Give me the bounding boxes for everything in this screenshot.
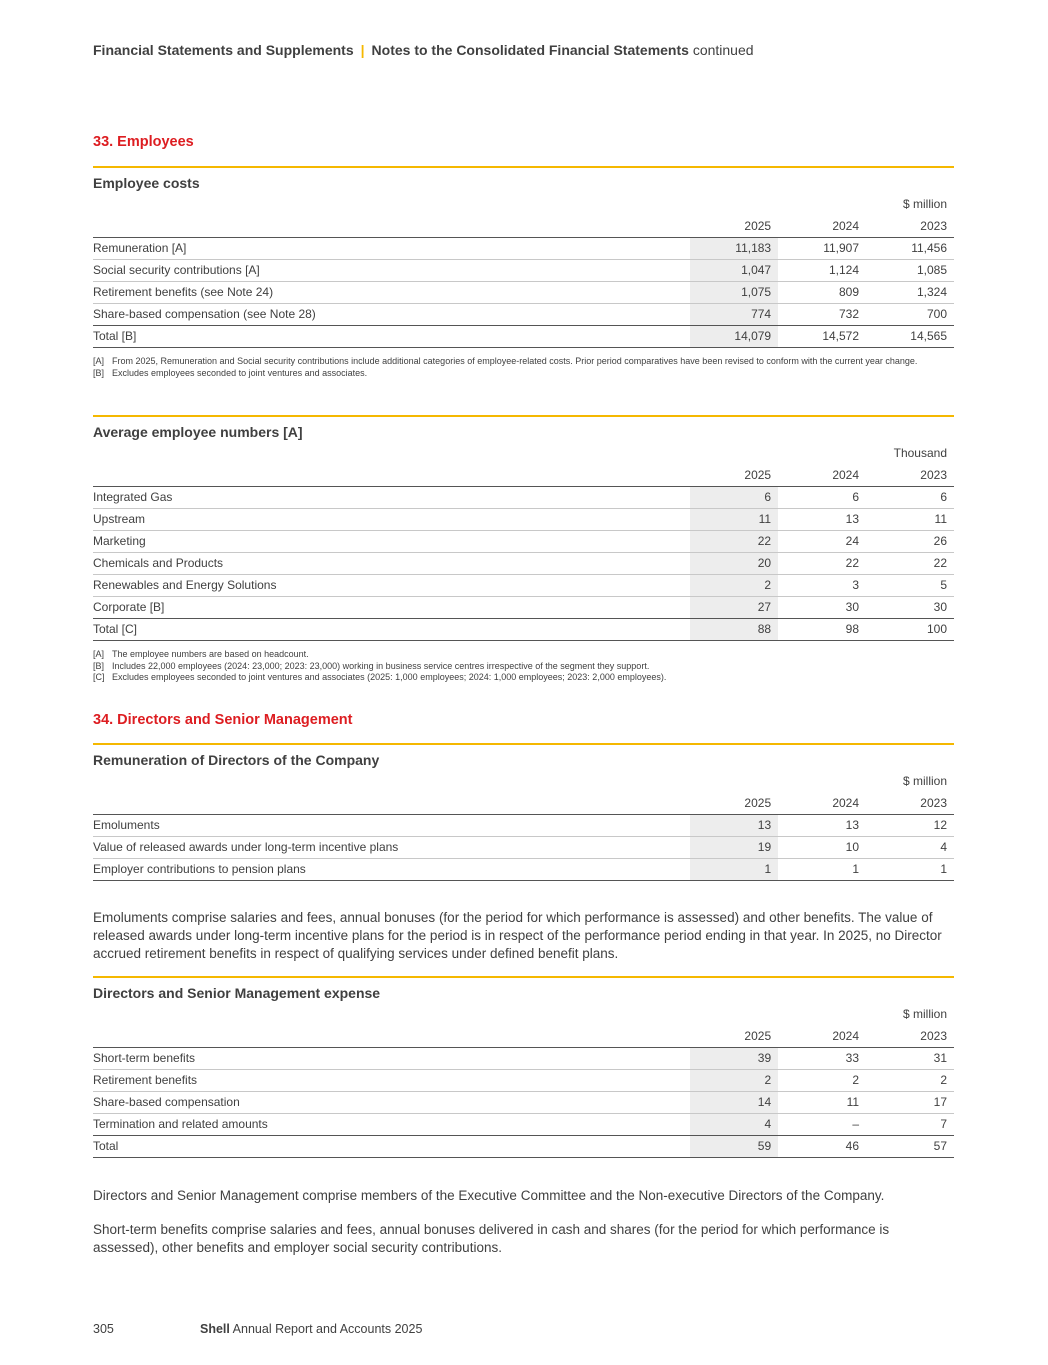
footnote-text: Excludes employees seconded to joint ventures and associates.	[112, 367, 368, 378]
row-label: Termination and related amounts	[93, 1114, 690, 1136]
footnote-tag: [C]	[93, 672, 105, 682]
avg-employees-table	[93, 442, 954, 641]
cell-2025: 1,075	[690, 282, 778, 304]
footnote-tag: [B]	[93, 660, 105, 671]
year-header: 2024	[778, 464, 866, 487]
cell-2024: 3	[778, 575, 866, 597]
cell-2024: –	[778, 1114, 866, 1136]
row-label: Retirement benefits (see Note 24)	[93, 282, 690, 304]
cell-2025: 11,183	[690, 238, 778, 260]
table-row	[93, 487, 954, 509]
short-term-benefits-paragraph: Short-term benefits comprise salaries and fees, annual bonuses delivered in cash and shares (for the period for which performance is assessed), other benefits and employer social security contributions.	[93, 1222, 890, 1255]
employee-costs-title: Employee costs	[93, 175, 200, 191]
cell-2025: 88	[690, 619, 778, 641]
page-number: 305	[93, 1322, 114, 1336]
unit-label: $ million	[902, 197, 947, 211]
employee-costs-table	[93, 193, 954, 348]
footnote	[93, 672, 954, 684]
table-row	[93, 837, 954, 859]
year-header: 2025	[690, 792, 778, 815]
dsm-expense-title: Directors and Senior Management expense	[93, 985, 381, 1001]
row-label: Retirement benefits	[93, 1070, 690, 1092]
row-label: Short-term benefits	[93, 1048, 690, 1070]
unit-label: Thousand	[893, 446, 947, 460]
cell-2023: 30	[866, 597, 954, 619]
cell-2024: 732	[778, 304, 866, 326]
cell-2023: 6	[866, 487, 954, 509]
cell-2023: 1,085	[866, 260, 954, 282]
footnote-text: Includes 22,000 employees (2024: 23,000; 2023: 23,000) working in business service centres irrespective of the segment they support.	[112, 660, 650, 671]
cell-2025: 59	[690, 1136, 778, 1158]
table-row	[93, 260, 954, 282]
cell-2024: 30	[778, 597, 866, 619]
table-row	[93, 597, 954, 619]
cell-2025: 1	[690, 859, 778, 881]
header-section: Financial Statements and Supplements	[93, 42, 354, 58]
header-continued: continued	[692, 42, 754, 58]
table-row	[93, 509, 954, 531]
row-label: Social security contributions [A]	[93, 260, 690, 282]
footnote-text: Excludes employees seconded to joint ventures and associates (2025: 1,000 employees; 2024: 1,000 employees; 2023: 2,000 employees).	[112, 672, 667, 682]
row-label: Total	[93, 1136, 690, 1158]
footnote-tag: [B]	[93, 367, 105, 378]
year-header: 2024	[778, 792, 866, 815]
running-header	[93, 42, 754, 58]
section-rule	[93, 976, 954, 978]
directors-remuneration-block	[93, 743, 954, 881]
footnote	[93, 661, 954, 673]
section-rule	[93, 415, 954, 417]
cell-2023: 2	[866, 1070, 954, 1092]
row-label: Remuneration [A]	[93, 238, 690, 260]
cell-2023: 4	[866, 837, 954, 859]
year-header: 2023	[866, 1025, 954, 1048]
row-label: Marketing	[93, 531, 690, 553]
section-34-title: 34. Directors and Senior Management	[93, 712, 353, 728]
cell-2023: 100	[866, 619, 954, 641]
cell-2024: 1	[778, 859, 866, 881]
table-row	[93, 1070, 954, 1092]
footnote	[93, 368, 954, 380]
dsm-expense-block	[93, 976, 954, 1158]
cell-2024: 809	[778, 282, 866, 304]
row-label: Value of released awards under long-term incentive plans	[93, 837, 690, 859]
cell-2025: 27	[690, 597, 778, 619]
cell-2024: 98	[778, 619, 866, 641]
cell-2025: 2	[690, 575, 778, 597]
cell-2025: 6	[690, 487, 778, 509]
cell-2025: 19	[690, 837, 778, 859]
cell-2023: 700	[866, 304, 954, 326]
table-row	[93, 815, 954, 837]
table-row	[93, 531, 954, 553]
year-header: 2025	[690, 1025, 778, 1048]
cell-2024: 11,907	[778, 238, 866, 260]
emoluments-paragraph: Emoluments comprise salaries and fees, annual bonuses (for the period for which performance is assessed) and other benefits. The value of released awards under long-term incentive plans for the period is in respect of the performance period ending in that year. In 2025, no Director accrued retirement benefits in respect of qualifying services under defined benefit plans.	[93, 910, 942, 961]
table-row	[93, 238, 954, 260]
year-header: 2023	[866, 464, 954, 487]
year-header: 2023	[866, 792, 954, 815]
cell-2023: 7	[866, 1114, 954, 1136]
cell-2025: 2	[690, 1070, 778, 1092]
unit-label: $ million	[902, 774, 947, 788]
table-row	[93, 1114, 954, 1136]
year-header: 2023	[866, 215, 954, 238]
cell-2024: 22	[778, 553, 866, 575]
cell-2024: 6	[778, 487, 866, 509]
cell-2023: 14,565	[866, 326, 954, 348]
cell-2025: 4	[690, 1114, 778, 1136]
table-row	[93, 859, 954, 881]
footnote	[93, 649, 954, 661]
row-label: Employer contributions to pension plans	[93, 859, 690, 881]
cell-2023: 22	[866, 553, 954, 575]
year-header: 2025	[690, 464, 778, 487]
footnote-text: From 2025, Remuneration and Social security contributions include additional categories of employee-related costs. Prior period comparatives have been revised to conform with the current year change.	[112, 356, 918, 366]
table-row	[93, 282, 954, 304]
avg-employees-title: Average employee numbers [A]	[93, 424, 303, 440]
footnote	[93, 356, 954, 368]
unit-label: $ million	[902, 1007, 947, 1021]
cell-2024: 10	[778, 837, 866, 859]
cell-2023: 31	[866, 1048, 954, 1070]
total-row	[93, 326, 954, 348]
section-rule	[93, 166, 954, 168]
avg-employees-block	[93, 415, 954, 684]
row-label: Corporate [B]	[93, 597, 690, 619]
cell-2024: 11	[778, 1092, 866, 1114]
year-header: 2025	[690, 215, 778, 238]
row-label: Share-based compensation	[93, 1092, 690, 1114]
total-row	[93, 1136, 954, 1158]
row-label: Upstream	[93, 509, 690, 531]
cell-2025: 22	[690, 531, 778, 553]
cell-2024: 2	[778, 1070, 866, 1092]
total-row	[93, 619, 954, 641]
row-label: Renewables and Energy Solutions	[93, 575, 690, 597]
cell-2024: 13	[778, 815, 866, 837]
footnote-tag: [A]	[93, 356, 105, 366]
table-row	[93, 553, 954, 575]
cell-2023: 26	[866, 531, 954, 553]
footnote-text: The employee numbers are based on headcount.	[112, 649, 309, 659]
cell-2025: 13	[690, 815, 778, 837]
cell-2024: 33	[778, 1048, 866, 1070]
cell-2023: 1	[866, 859, 954, 881]
footnotes	[93, 356, 954, 379]
footnotes	[93, 649, 954, 684]
row-label: Total [C]	[93, 619, 690, 641]
cell-2024: 13	[778, 509, 866, 531]
year-header: 2024	[778, 215, 866, 238]
section-33-title: 33. Employees	[93, 134, 194, 150]
cell-2024: 46	[778, 1136, 866, 1158]
header-separator: |	[360, 42, 365, 58]
cell-2025: 20	[690, 553, 778, 575]
row-label: Total [B]	[93, 326, 690, 348]
year-header: 2024	[778, 1025, 866, 1048]
dsm-expense-table	[93, 1003, 954, 1158]
cell-2023: 5	[866, 575, 954, 597]
cell-2023: 11	[866, 509, 954, 531]
directors-remuneration-title: Remuneration of Directors of the Company	[93, 752, 380, 768]
cell-2023: 11,456	[866, 238, 954, 260]
cell-2025: 14,079	[690, 326, 778, 348]
footnote-tag: [A]	[93, 649, 105, 659]
cell-2025: 774	[690, 304, 778, 326]
table-row	[93, 1092, 954, 1114]
cell-2023: 12	[866, 815, 954, 837]
table-row	[93, 304, 954, 326]
brand-name: Shell	[200, 1322, 230, 1336]
cell-2025: 39	[690, 1048, 778, 1070]
row-label: Chemicals and Products	[93, 553, 690, 575]
section-rule	[93, 743, 954, 745]
table-row	[93, 1048, 954, 1070]
cell-2024: 24	[778, 531, 866, 553]
cell-2025: 11	[690, 509, 778, 531]
table-row	[93, 575, 954, 597]
directors-remuneration-table	[93, 770, 954, 881]
header-subsection: Notes to the Consolidated Financial Statements	[371, 42, 689, 58]
footer-brand	[200, 1322, 422, 1336]
row-label: Share-based compensation (see Note 28)	[93, 304, 690, 326]
row-label: Integrated Gas	[93, 487, 690, 509]
row-label: Emoluments	[93, 815, 690, 837]
cell-2024: 14,572	[778, 326, 866, 348]
report-name: Annual Report and Accounts 2025	[232, 1322, 423, 1336]
cell-2023: 57	[866, 1136, 954, 1158]
cell-2023: 17	[866, 1092, 954, 1114]
cell-2025: 1,047	[690, 260, 778, 282]
dsm-composition-paragraph: Directors and Senior Management comprise members of the Executive Committee and the Non-executive Directors of the Company.	[93, 1188, 885, 1203]
employee-costs-block	[93, 166, 954, 379]
cell-2023: 1,324	[866, 282, 954, 304]
cell-2024: 1,124	[778, 260, 866, 282]
cell-2025: 14	[690, 1092, 778, 1114]
